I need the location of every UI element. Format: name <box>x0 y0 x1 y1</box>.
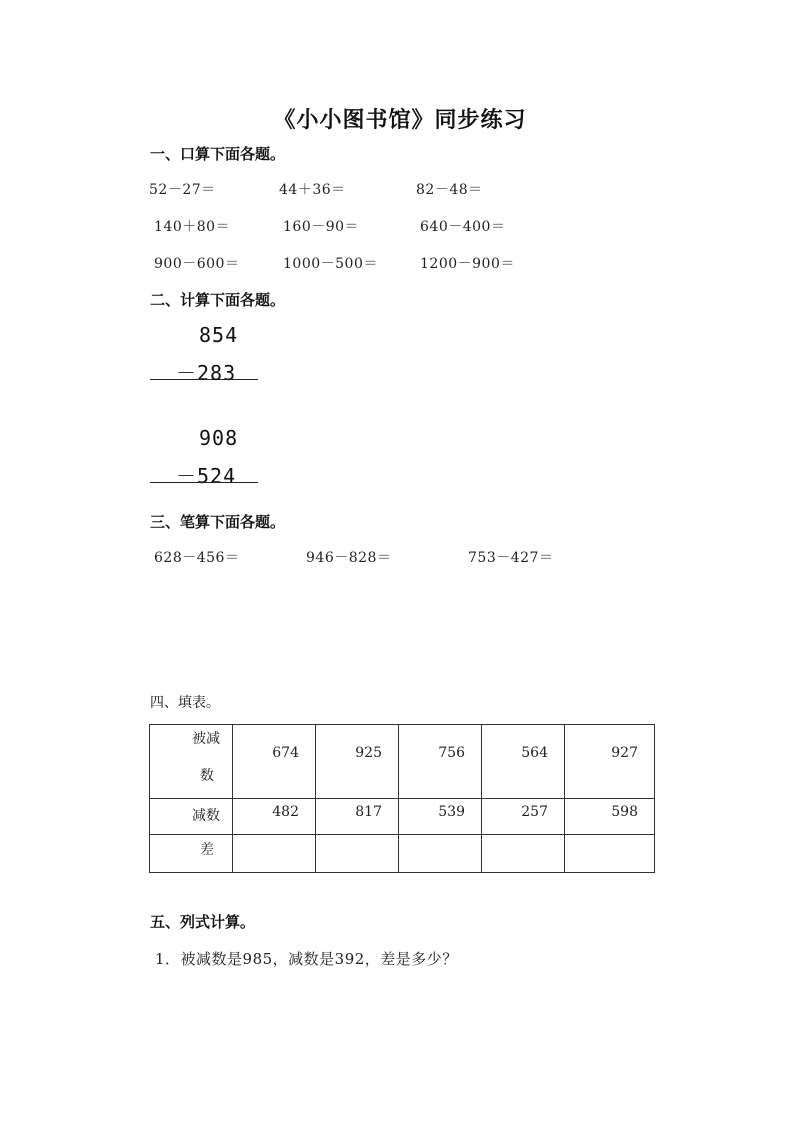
oral-expr: 140＋80＝ <box>154 219 231 235</box>
written-expr: 946－828＝ <box>306 550 392 566</box>
table-cell <box>565 799 655 835</box>
sum-line <box>150 379 258 380</box>
section3-heading: 三、笔算下面各题。 <box>150 513 286 531</box>
section2-heading: 二、计算下面各题。 <box>150 291 286 309</box>
oral-expr: 52－27＝ <box>149 182 216 198</box>
oral-expr: 82－48＝ <box>416 182 483 198</box>
oral-expr: 160－90＝ <box>283 219 360 235</box>
table-cell <box>399 725 482 799</box>
word-problem: 1．被减数是985，减数是392，差是多少？ <box>155 950 458 968</box>
oral-expr: 44＋36＝ <box>279 182 346 198</box>
minuend-label-cell <box>150 725 233 799</box>
subtrahend-value: 539 <box>438 804 465 820</box>
section1-heading: 一、口算下面各题。 <box>150 145 286 163</box>
subtrahend-value: 598 <box>611 804 638 820</box>
page-title: 《小小图书馆》同步练习 <box>273 107 527 133</box>
vertical-subtrahend: －524 <box>176 464 237 488</box>
minuend-label: 被减 <box>192 731 220 747</box>
table-cell <box>316 799 399 835</box>
table-cell <box>482 799 565 835</box>
vertical-minuend: 908 <box>199 426 239 450</box>
oral-expr: 900－600＝ <box>154 256 240 272</box>
table-cell <box>233 725 316 799</box>
oral-expr: 1200－900＝ <box>420 256 515 272</box>
fill-table <box>149 724 655 873</box>
minuend-row <box>150 725 655 799</box>
vertical-minuend: 854 <box>199 323 239 347</box>
subtrahend-value: 482 <box>272 804 299 820</box>
difference-row <box>150 835 655 873</box>
subtrahend-label-cell <box>150 799 233 835</box>
subtrahend-row <box>150 799 655 835</box>
answer-cell[interactable] <box>565 835 655 873</box>
subtrahend-label: 减数 <box>192 808 220 824</box>
subtrahend-value: 817 <box>355 804 382 820</box>
answer-cell[interactable] <box>482 835 565 873</box>
minuend-value: 927 <box>611 745 638 761</box>
written-expr: 628－456＝ <box>154 550 240 566</box>
minuend-value: 925 <box>355 745 382 761</box>
minuend-value: 756 <box>438 745 465 761</box>
minuend-value: 674 <box>272 745 299 761</box>
table-cell <box>316 725 399 799</box>
difference-label-cell <box>150 835 233 873</box>
subtrahend-value: 257 <box>521 804 548 820</box>
section4-heading: 四、填表。 <box>150 695 220 711</box>
written-expr: 753－427＝ <box>468 550 554 566</box>
table-cell <box>565 725 655 799</box>
table-cell <box>399 799 482 835</box>
oral-expr: 1000－500＝ <box>283 256 378 272</box>
minuend-label-cont: 数 <box>200 768 214 784</box>
sum-line <box>150 482 258 483</box>
vertical-subtrahend: －283 <box>176 361 237 385</box>
difference-label: 差 <box>200 842 214 858</box>
minuend-value: 564 <box>521 745 548 761</box>
answer-cell[interactable] <box>399 835 482 873</box>
section5-heading: 五、列式计算。 <box>150 913 256 931</box>
table-cell <box>482 725 565 799</box>
oral-expr: 640－400＝ <box>420 219 506 235</box>
answer-cell[interactable] <box>316 835 399 873</box>
answer-cell[interactable] <box>233 835 316 873</box>
table-cell <box>233 799 316 835</box>
